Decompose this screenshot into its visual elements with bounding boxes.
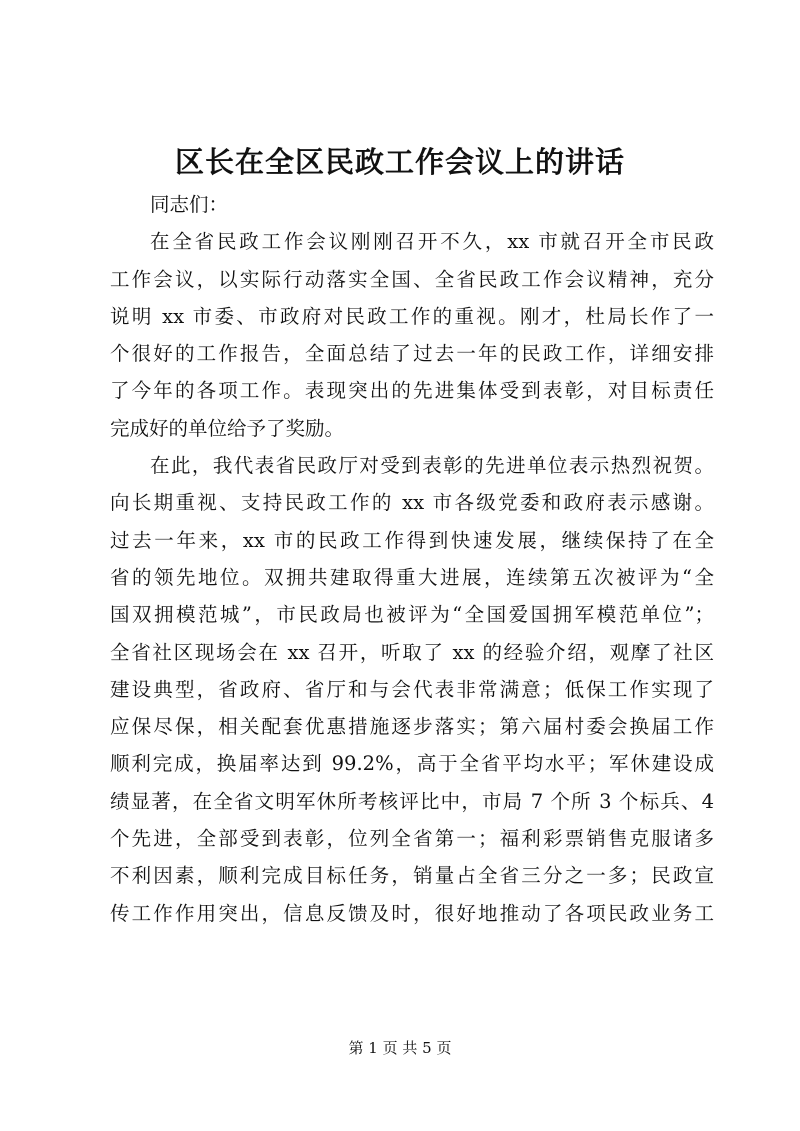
page-title: 区长在全区民政工作会议上的讲话 [174,145,625,179]
text-line: 了今年的各项工作。表现突出的先进集体受到表彰，对目标责任 [110,379,714,403]
text-line: 建设典型，省政府、省厅和与会代表非常满意；低保工作实现了 [110,677,714,701]
text-line: 在全省民政工作会议刚刚召开不久，xx 市就召开全市民政 [150,230,714,254]
text-line: 国双拥模范城”，市民政局也被评为“全国爱国拥军模范单位”； [110,603,714,627]
document-body [110,186,714,932]
text-line: 向长期重视、支持民政工作的 xx 市各级党委和政府表示感谢。 [110,491,714,515]
text-line: 工作会议，以实际行动落实全国、全省民政工作会议精神，充分 [110,267,714,291]
text-line-salutation: 同志们： [150,193,229,216]
text-line: 过去一年来，xx 市的民政工作得到快速发展，继续保持了在全 [110,528,714,552]
text-line: 完成好的单位给予了奖励。 [110,416,345,440]
text-line: 传工作作用突出，信息反馈及时，很好地推动了各项民政业务工 [110,901,714,925]
text-line: 不利因素，顺利完成目标任务，销量占全省三分之一多；民政宣 [110,864,714,888]
text-line: 全省社区现场会在 xx 召开，听取了 xx 的经验介绍，观摩了社区 [110,640,714,664]
text-line: 说明 xx 市委、市政府对民政工作的重视。刚才，杜局长作了一 [110,304,714,328]
text-line: 应保尽保，相关配套优惠措施逐步落实；第六届村委会换届工作 [110,715,714,739]
text-line: 顺利完成，换届率达到 99.2%，高于全省平均水平；军休建设成 [110,752,714,776]
text-line: 省的领先地位。双拥共建取得重大进展，连续第五次被评为“全 [110,565,714,589]
text-line: 个先进，全部受到表彰，位列全省第一；福利彩票销售克服诸多 [110,827,714,851]
page-number-footer: 第 1 页 共 5 页 [348,1039,452,1057]
text-line: 绩显著，在全省文明军休所考核评比中，市局 7 个所 3 个标兵、4 [110,789,714,813]
text-line: 个很好的工作报告，全面总结了过去一年的民政工作，详细安排 [110,342,714,366]
text-line: 在此，我代表省民政厅对受到表彰的先进单位表示热烈祝贺。 [150,454,714,478]
